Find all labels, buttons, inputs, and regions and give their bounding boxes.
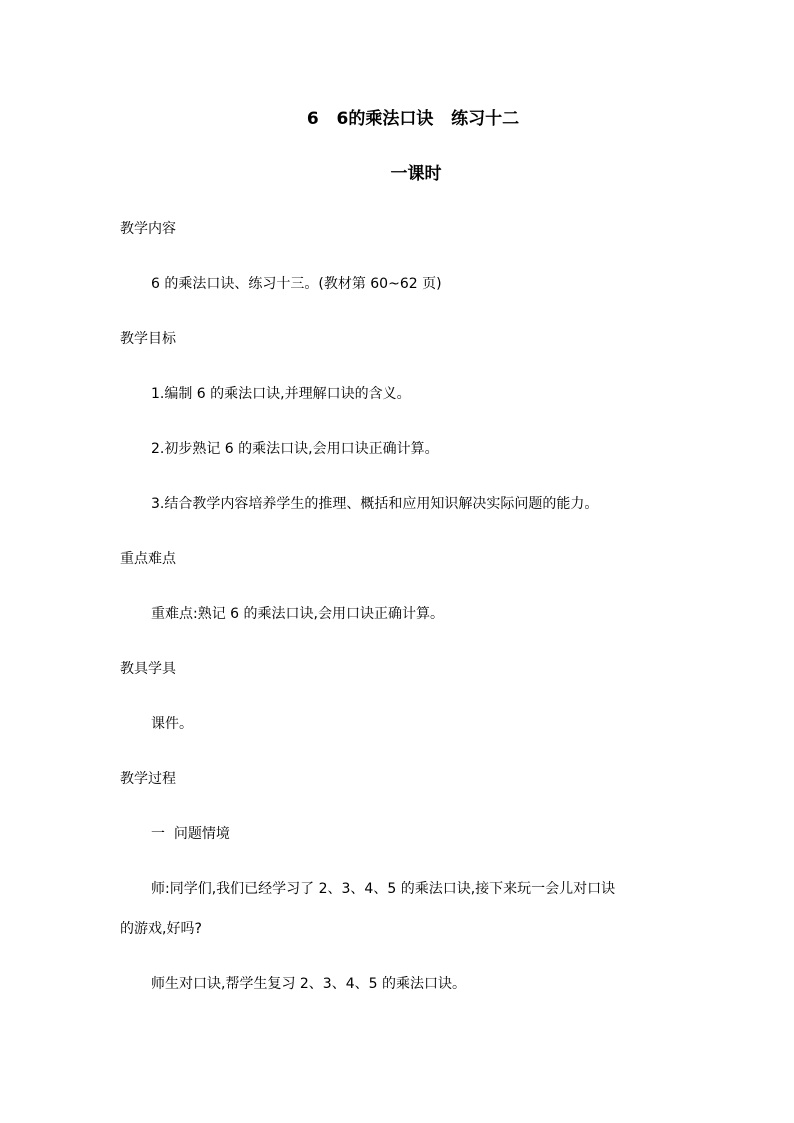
section-heading-objectives: 教学目标 xyxy=(120,331,176,347)
document-title: 6 6的乘法口诀 练习十二 xyxy=(306,109,520,129)
section-heading-process: 教学过程 xyxy=(120,771,176,787)
paragraph-content: 6 的乘法口诀、练习十三。(教材第 60~62 页) xyxy=(151,276,442,292)
paragraph-objective-3: 3.结合教学内容培养学生的推理、概括和应用知识解决实际问题的能力。 xyxy=(151,496,599,512)
paragraph-key-points: 重难点:熟记 6 的乘法口诀,会用口诀正确计算。 xyxy=(151,606,444,622)
section-heading-key-points: 重点难点 xyxy=(120,551,176,567)
paragraph-objective-2: 2.初步熟记 6 的乘法口诀,会用口诀正确计算。 xyxy=(151,441,439,457)
paragraph-process-dialogue: 师:同学们,我们已经学习了 2、3、4、5 的乘法口诀,接下来玩一会儿对口诀 xyxy=(151,881,616,897)
paragraph-process-dialogue-continued: 的游戏,好吗? xyxy=(120,921,202,937)
paragraph-process-review: 师生对口诀,帮学生复习 2、3、4、5 的乘法口诀。 xyxy=(151,976,466,992)
paragraph-materials: 课件。 xyxy=(151,716,193,732)
section-heading-materials: 教具学具 xyxy=(120,661,176,677)
document-subtitle: 一课时 xyxy=(390,164,442,184)
paragraph-process-step-1: 一 问题情境 xyxy=(151,826,230,842)
section-heading-content: 教学内容 xyxy=(120,221,176,237)
paragraph-objective-1: 1.编制 6 的乘法口诀,并理解口诀的含义。 xyxy=(151,386,411,402)
